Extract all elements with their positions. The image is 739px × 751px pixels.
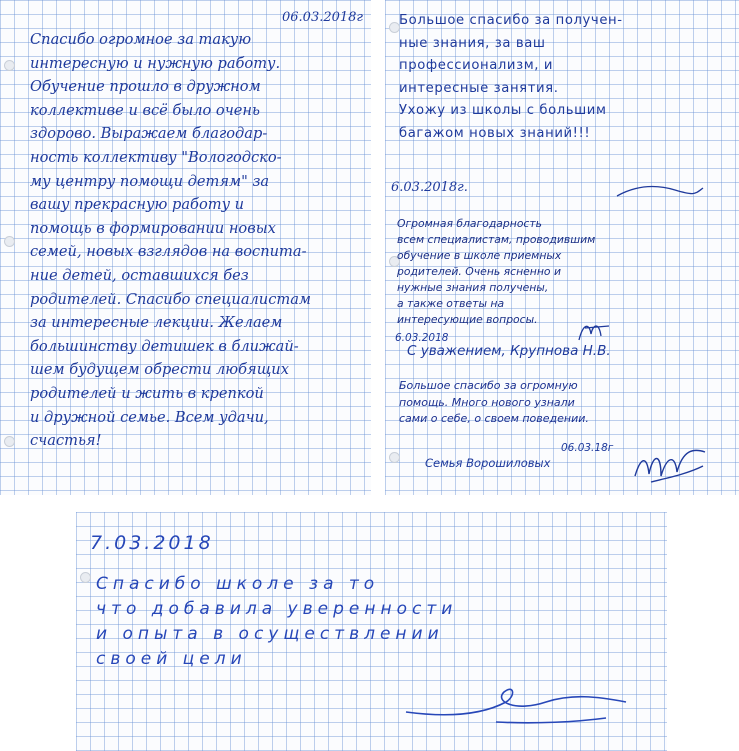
handwritten-note-text: Спасибо школе за то что добавила уверенности и опыта в осуществлении своей цели: [96, 574, 458, 669]
signature-scribble: [615, 180, 705, 200]
feedback-sheet-bottom: [76, 512, 667, 751]
note-date: 6.03.2018г.: [391, 180, 468, 195]
binder-hole: [4, 236, 15, 247]
binder-hole: [4, 436, 15, 447]
note-closing: С уважением, Крупнова Н.В.: [407, 343, 611, 359]
handwritten-note-text: Большое спасибо за огромную помощь. Много нового узнали сами о себе, о своем поведении.: [399, 379, 589, 425]
handwritten-note-text: Большое спасибо за получен- ные знания, за ваш профессионализм, и интересные занятия. Ухожу из школы с большим багажом новых знаний!!!: [399, 13, 623, 141]
note-date: 06.03.18г: [561, 442, 614, 454]
binder-hole: [389, 452, 400, 463]
signature-scribble: [631, 446, 711, 486]
signature-scribble: [575, 320, 615, 342]
note-signature-line: Семья Ворошиловых: [425, 456, 551, 470]
note-date: 7.03.2018: [90, 532, 214, 554]
feedback-sheet-left: [0, 0, 371, 495]
binder-hole: [4, 60, 15, 71]
signature-scribble: [396, 672, 636, 732]
feedback-sheet-right: [385, 0, 739, 495]
binder-hole: [80, 572, 91, 583]
handwritten-note-text: Огромная благодарность всем специалистам, проводившим обучение в школе приемных родителей. Очень ясненно и нужные знания получены, а также ответы на интересующие вопросы.: [397, 217, 596, 326]
note-date: 06.03.2018г: [282, 10, 364, 25]
note-date: 6.03.2018: [395, 332, 449, 344]
handwritten-note-text: Спасибо огромное за такую интересную и нужную работу. Обучение прошло в дружном коллективе и всё было очень здорово. Выражаем благодар- ность коллективу "Вологодско- му центру помощи детям" за вашу прекрасную работу и помощь в формировании новых семей, новых взглядов на воспита- ние детей, оставшихся без родителей. Спасибо специалистам за интересные лекции. Желаем большинству детишек в ближай- шем будущем обрести любящих родителей и жить в крепкой и дружной семье. Всем удачи, счастья!: [30, 31, 312, 450]
